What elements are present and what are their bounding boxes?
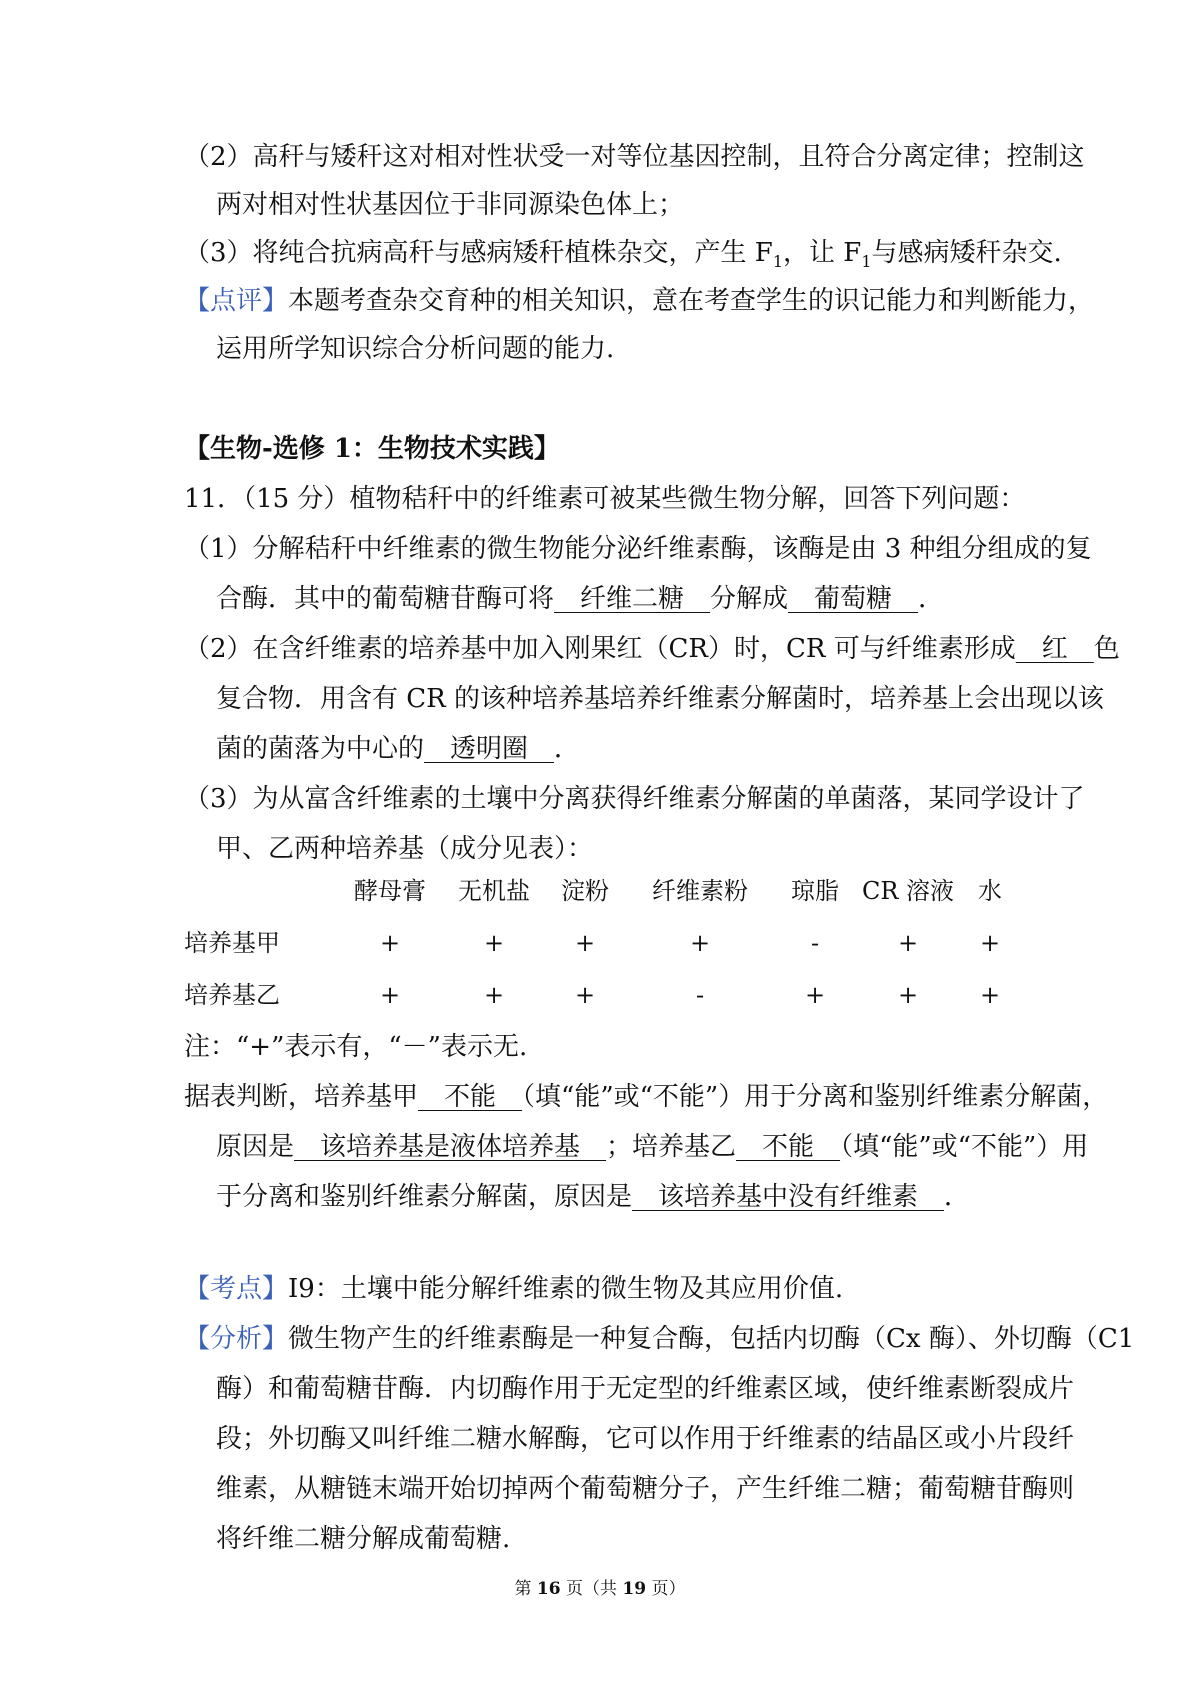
footer-text: 第 (514, 1579, 537, 1599)
table-cell: + (979, 981, 1001, 1009)
answer-q3-text-a: （3）将纯合抗病高秆与感病矮秆植株杂交，产生 F (184, 238, 773, 268)
question-stem: 11．（15 分）植物秸秆中的纤维素可被某些微生物分解，回答下列问题： (184, 484, 1026, 514)
answer-q3-text-c: 与感病矮秆杂交. (871, 238, 1062, 268)
table-cell: - (810, 929, 820, 957)
table-cell: + (483, 929, 505, 957)
table-cell: + (574, 981, 596, 1009)
analysis-text: 微生物产生的纤维素酶是一种复合酶，包括内切酶（Cx 酶）、外切酶（C1 (288, 1324, 1135, 1354)
text: ． (554, 734, 581, 764)
table-cell: + (804, 981, 826, 1009)
footer-text: 页（共 (560, 1579, 623, 1599)
answer-q3-text-b: ，让 F (783, 238, 862, 268)
subscript-1: 1 (772, 252, 784, 272)
text: ． (944, 1182, 971, 1212)
table-header: CR 溶液 (861, 877, 955, 905)
exam-point-tag: 【考点】 (184, 1274, 289, 1304)
table-cell: + (979, 929, 1001, 957)
answer-q3-line (184, 236, 1062, 279)
q11-p2-line3 (216, 732, 580, 766)
subscript-2: 1 (861, 252, 872, 272)
text: （填“能”或“不能”）用于分离和鉴别纤维素分解菌， (522, 1082, 1109, 1112)
judge-line3 (216, 1180, 970, 1214)
table-header: 酵母膏 (354, 877, 426, 905)
analysis-line3: 段；外切酶又叫纤维二糖水解酶，它可以作用于纤维素的结晶区或小片段纤 (216, 1424, 1075, 1454)
table-header: 纤维素粉 (652, 877, 748, 905)
text: （2）在含纤维素的培养基中加入刚果红（CR）时，CR 可与纤维素形成 (184, 634, 1016, 664)
answer-blank: 该培养基是液体培养基 (294, 1132, 607, 1162)
table-cell: + (574, 929, 596, 957)
table-cell: + (689, 929, 711, 957)
table-cell: + (379, 981, 401, 1009)
answer-blank: 透明圈 (424, 734, 555, 764)
q11-p3-line2: 甲、乙两种培养基（成分见表）： (216, 834, 594, 864)
judge-line1 (184, 1080, 1108, 1114)
table-header: 无机盐 (458, 877, 530, 905)
exam-point-text: I9：土壤中能分解纤维素的微生物及其应用价值. (288, 1274, 844, 1304)
table-cell: - (695, 981, 705, 1009)
text: 菌的菌落为中心的 (216, 734, 425, 764)
exam-point-line (184, 1272, 843, 1306)
table-header: 淀粉 (561, 877, 609, 905)
text: 分解成 (710, 584, 789, 614)
answer-blank: 该培养基中没有纤维素 (632, 1182, 945, 1212)
analysis-line4: 维素，从糖链末端开始切掉两个葡萄糖分子，产生纤维二糖；葡萄糖苷酶则 (216, 1474, 1075, 1504)
text: 据表判断，培养基甲 (184, 1082, 419, 1112)
text: 色 (1093, 634, 1120, 664)
text: （填“能”或“不能”）用 (840, 1132, 1089, 1162)
text: ；培养基乙 (606, 1132, 737, 1162)
q11-p3-line1: （3）为从富含纤维素的土壤中分离获得纤维素分解菌的单菌落，某同学设计了 (184, 784, 1085, 814)
table-cell: + (897, 929, 919, 957)
analysis-line1 (184, 1322, 1134, 1356)
q11-p1-line2 (216, 582, 944, 616)
page-total: 19 (622, 1579, 647, 1599)
analysis-line2: 酶）和葡萄糖苷酶．内切酶作用于无定型的纤维素区域，使纤维素断裂成片 (216, 1374, 1075, 1404)
answer-blank: 红 (1015, 634, 1094, 664)
section-heading: 【生物-选修 1：生物技术实践】 (184, 434, 560, 464)
page-footer (0, 1574, 1200, 1599)
table-cell: + (483, 981, 505, 1009)
table-header: 琼脂 (791, 877, 839, 905)
text: 原因是 (216, 1132, 295, 1162)
comment-tag: 【点评】 (184, 286, 289, 316)
q11-p1-line1: （1）分解秸秆中纤维素的微生物能分泌纤维素酶，该酶是由 3 种组分组成的复 (184, 534, 1092, 564)
answer-blank: 不能 (736, 1132, 841, 1162)
table-row-label: 培养基甲 (184, 929, 280, 957)
text: 于分离和鉴别纤维素分解菌，原因是 (216, 1182, 633, 1212)
answer-q2-line1: （2）高秆与矮秆这对相对性状受一对等位基因控制，且符合分离定律；控制这 (184, 142, 1085, 172)
q11-p2-line2: 复合物．用含有 CR 的该种培养基培养纤维素分解菌时，培养基上会出现以该 (216, 684, 1104, 714)
comment-text1: 本题考查杂交育种的相关知识，意在考查学生的识记能力和判断能力， (288, 286, 1095, 316)
footer-text: 页） (646, 1579, 686, 1599)
table-cell: + (379, 929, 401, 957)
q11-p2-line1 (184, 632, 1120, 666)
answer-q2-line2: 两对相对性状基因位于非同源染色体上； (216, 190, 685, 220)
analysis-tag: 【分析】 (184, 1324, 289, 1354)
table-note: 注：“+”表示有，“－”表示无. (184, 1032, 528, 1062)
analysis-line5: 将纤维二糖分解成葡萄糖. (216, 1524, 511, 1554)
text: 合酶．其中的葡萄糖苷酶可将 (216, 584, 555, 614)
text: ． (918, 584, 945, 614)
comment-line2: 运用所学知识综合分析问题的能力. (216, 334, 615, 364)
page-number: 16 (536, 1579, 561, 1599)
comment-line1 (184, 284, 1094, 318)
answer-blank: 葡萄糖 (788, 584, 919, 614)
judge-line2 (216, 1130, 1088, 1164)
answer-blank: 不能 (418, 1082, 523, 1112)
table-cell: + (897, 981, 919, 1009)
answer-blank: 纤维二糖 (554, 584, 711, 614)
table-header: 水 (978, 877, 1002, 905)
table-row-label: 培养基乙 (184, 981, 280, 1009)
